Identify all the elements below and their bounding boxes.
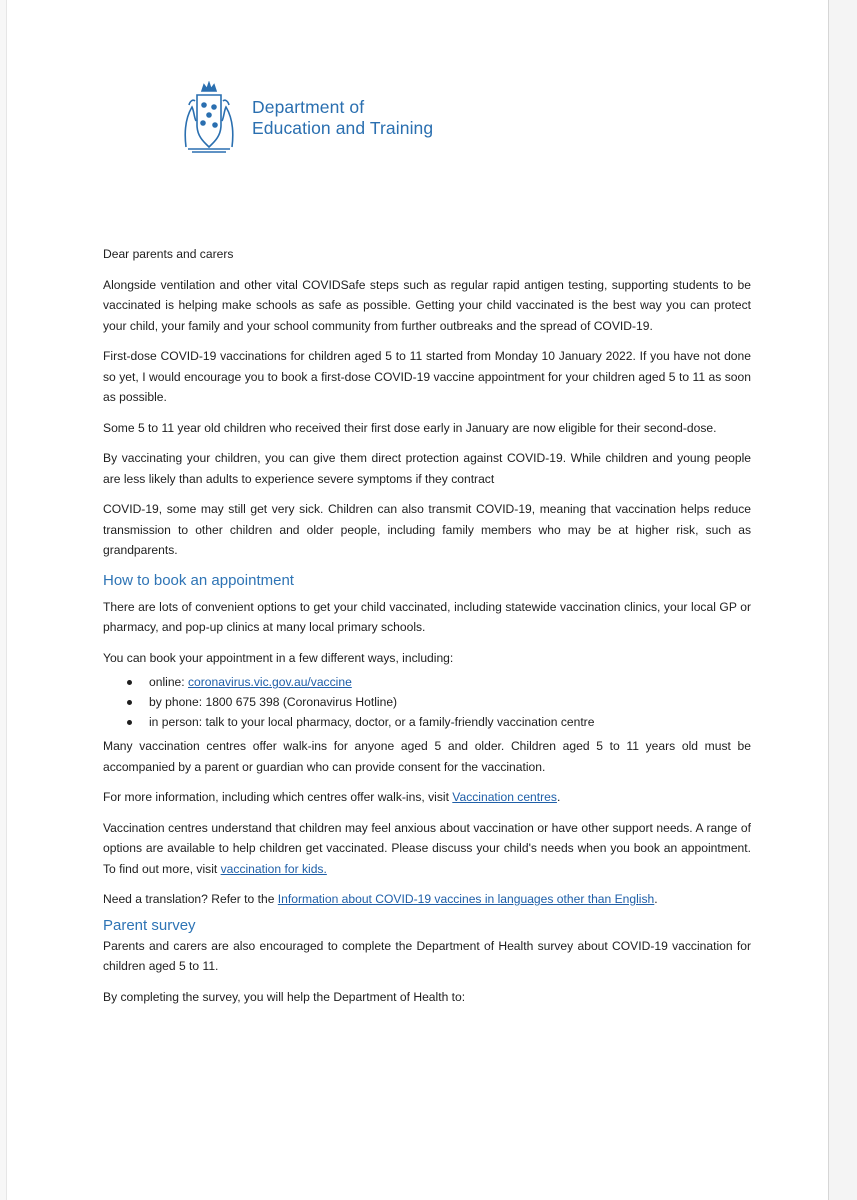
phone-option: by phone: 1800 675 398 (Coronavirus Hotline) <box>149 695 398 709</box>
paragraph-4: By vaccinating your children, you can give them direct protection against COVID-19. While children and young people are less likely than adults to experience severe symptoms if they contract <box>103 451 751 486</box>
vaccination-for-kids-link[interactable]: vaccination for kids. <box>220 861 327 876</box>
vaccination-centres-link[interactable]: Vaccination centres <box>452 790 557 804</box>
booking-options-list <box>103 672 751 732</box>
paragraph-5: COVID-19, some may still get very sick. Children can also transmit COVID-19, meaning that vaccination helps reduce transmission to other children and older people, including family members who may be at higher risk, such as grandparents. <box>103 502 751 557</box>
page-left-edge <box>0 0 7 1200</box>
bullet-icon <box>127 720 132 725</box>
salutation: Dear parents and carers <box>103 247 234 261</box>
paragraph-text: . <box>654 892 658 906</box>
booking-paragraph-4 <box>103 787 751 808</box>
paragraph-text: Need a translation? Refer to the <box>103 892 278 906</box>
letterhead-logo <box>180 80 433 156</box>
booking-paragraph-1: There are lots of convenient options to get your child vaccinated, including statewide vaccination clinics, your local GP or pharmacy, and pop-up clinics at many local primary schools. <box>103 599 751 634</box>
vaccine-languages-link[interactable]: Information about COVID-19 vaccines in languages other than English <box>277 892 655 906</box>
booking-paragraph-6 <box>103 889 751 910</box>
department-name-line1: Department of <box>252 97 365 117</box>
paragraph-text: For more information, including which centres offer walk-ins, visit <box>103 790 453 804</box>
survey-paragraph-1: Parents and carers are also encouraged to complete the Department of Health survey about COVID-19 vaccination for children aged 5 to 11. <box>103 938 751 973</box>
list-item <box>149 672 751 692</box>
booking-paragraph-2: You can book your appointment in a few different ways, including: <box>103 650 454 665</box>
paragraph-3: Some 5 to 11 year old children who received their first dose early in January are now eligible for their second-dose. <box>103 420 717 435</box>
booking-heading: How to book an appointment <box>103 571 294 589</box>
department-name-line2: Education and Training <box>252 118 434 138</box>
bullet-icon <box>127 680 132 685</box>
in-person-option: in person: talk to your local pharmacy, doctor, or a family-friendly vaccination centre <box>149 715 595 729</box>
victoria-state-crest-icon <box>180 81 238 155</box>
bullet-icon <box>127 700 132 705</box>
paragraph-1: Alongside ventilation and other vital COVIDSafe steps such as regular rapid antigen testing, supporting students to be vaccinated is helping make schools as safe as possible. Getting your child vaccinated is the best way you can protect your child, your family and your school community from further outbreaks and the spread of COVID-19. <box>103 277 751 333</box>
paragraph-text: Vaccination centres understand that children may feel anxious about vaccination or have other support needs. A range of options are available to help children get vaccinated. Please discuss your child's needs when you book an appointment. To find out more, visit <box>103 820 751 876</box>
vaccine-website-link[interactable]: coronavirus.vic.gov.au/vaccine <box>188 675 352 689</box>
survey-paragraph-2: By completing the survey, you will help the Department of Health to: <box>103 989 466 1004</box>
letter-body <box>103 244 751 1017</box>
paragraph-text: . <box>556 790 561 804</box>
booking-paragraph-3: Many vaccination centres offer walk-ins for anyone aged 5 and older. Children aged 5 to 11 years old must be accompanied by a parent or guardian who can provide consent for the vaccination. <box>103 739 751 774</box>
paragraph-2: First-dose COVID-19 vaccinations for children aged 5 to 11 started from Monday 10 January 2022. If you have not done so yet, I would encourage you to book a first-dose COVID-19 vaccine appointment for your children aged 5 to 11 as soon as possible. <box>103 349 751 404</box>
page-right-edge <box>828 0 857 1200</box>
department-name <box>252 97 433 139</box>
survey-heading: Parent survey <box>103 916 196 934</box>
online-label: online: <box>149 675 188 689</box>
list-item <box>149 712 751 732</box>
list-item <box>149 692 751 712</box>
booking-paragraph-5 <box>103 818 751 880</box>
